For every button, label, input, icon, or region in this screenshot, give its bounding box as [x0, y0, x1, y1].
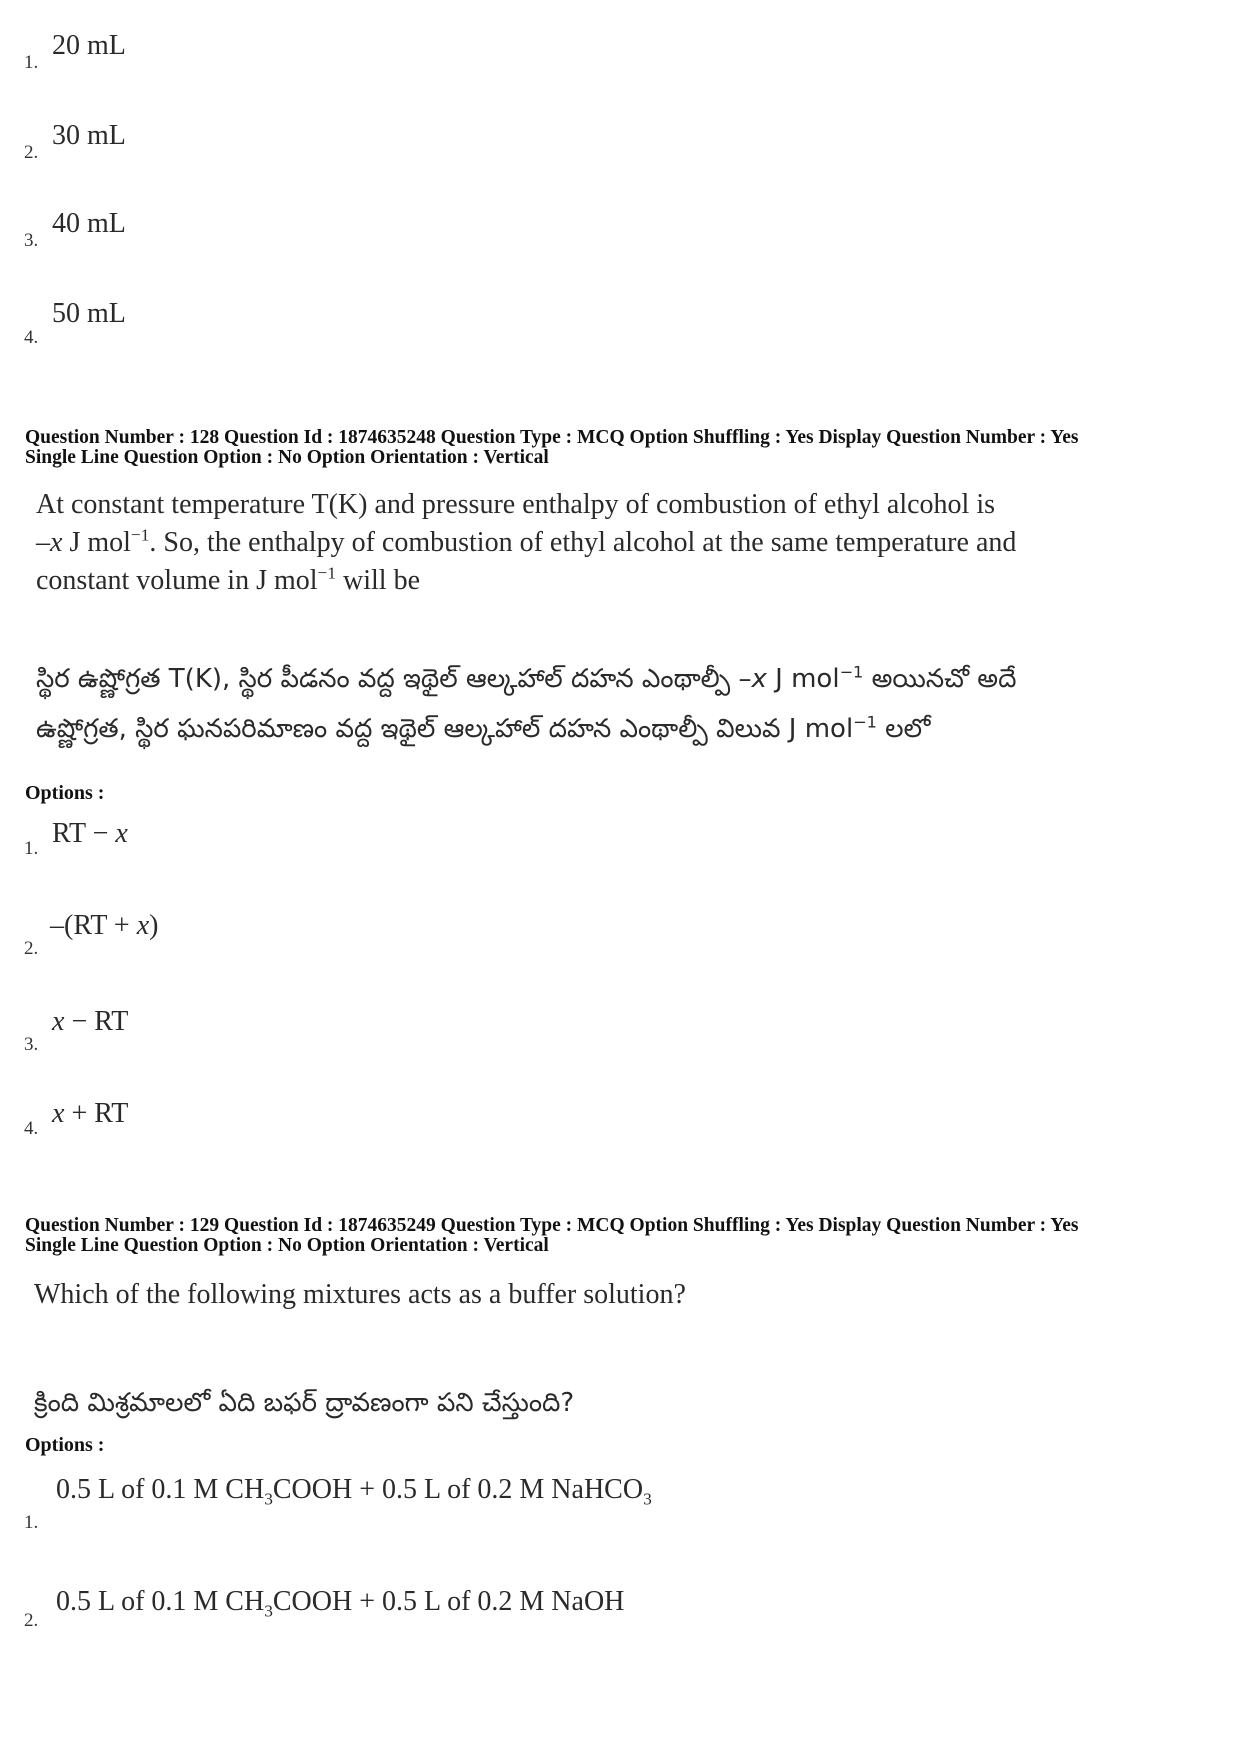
- option-number: 1.: [24, 838, 39, 859]
- question-129-text-en: Which of the following mixtures acts as a buffer solution?: [34, 1279, 686, 1310]
- question-line: ఉష్ణోగ్రత, స్థిర ఘనపరిమాణం వద్ద ఇథైల్ ఆల్కహాల్ దహన ఎంథాల్పీ విలువ J mol$^{-1}$ లలో: [36, 712, 931, 744]
- option-number: 3.: [24, 1034, 39, 1055]
- question-meta-line-2: Single Line Question Option : No Option Orientation : Vertical: [25, 1235, 549, 1256]
- options-label: Options :: [25, 782, 105, 804]
- option-text: –(RT + x): [50, 910, 159, 941]
- option-text: 40 mL: [52, 208, 126, 239]
- option-text: RT − x: [52, 818, 128, 849]
- question-line: –x J mol$^{-1}$. So, the enthalpy of combustion of ethyl alcohol at the same temperature and: [36, 525, 1017, 558]
- option-text: x + RT: [52, 1098, 129, 1129]
- option-text: 30 mL: [52, 120, 126, 151]
- option-text: 0.5 L of 0.1 M $CH_3COOH + 0.5$ L of 0.2 M NaHCO$_3$: [56, 1474, 652, 1509]
- question-128-meta: [25, 428, 1078, 468]
- option-number: 3.: [24, 230, 39, 251]
- options-label: Options :: [25, 1434, 105, 1456]
- question-129-meta: [25, 1216, 1078, 1256]
- question-129-text-te: క్రింది మిశ్రమాలలో ఏది బఫర్ ద్రావణంగా పని చేస్తుంది?: [34, 1388, 575, 1418]
- option-number: 1.: [24, 1512, 39, 1533]
- question-line: constant volume in J mol$^{-1}$ will be: [36, 563, 421, 596]
- option-number: 2.: [24, 938, 39, 959]
- option-text: x − RT: [52, 1006, 129, 1037]
- question-line: At constant temperature T(K) and pressure enthalpy of combustion of ethyl alcohol is: [36, 489, 995, 520]
- option-number: 1.: [24, 52, 39, 73]
- question-meta-line-1: Question Number : 128 Question Id : 1874635248 Question Type : MCQ Option Shuffling : Yes Display Question Number : Yes: [25, 427, 1079, 448]
- option-number: 4.: [24, 327, 39, 348]
- question-meta-line-2: Single Line Question Option : No Option Orientation : Vertical: [25, 447, 549, 468]
- option-text: 0.5 L of 0.1 M $CH_3COOH + 0.5$ L of 0.2 M NaOH: [56, 1586, 625, 1621]
- option-number: 4.: [24, 1118, 39, 1139]
- question-128-text-en: [36, 486, 1016, 600]
- option-text: 20 mL: [52, 30, 126, 61]
- option-number: 2.: [24, 1610, 39, 1631]
- question-line: స్థిర ఉష్ణోగ్రత T(K), స్థిర పీడనం వద్ద ఇథైల్ ఆల్కహాల్ దహన ఎంథాల్పీ –x J mol$^{-1}$ అయినచో అదే: [36, 662, 1017, 694]
- option-number: 2.: [24, 142, 39, 163]
- option-text: 50 mL: [52, 298, 126, 329]
- question-meta-line-1: Question Number : 129 Question Id : 1874635249 Question Type : MCQ Option Shuffling : Yes Display Question Number : Yes: [25, 1215, 1079, 1236]
- question-128-text-te: [36, 654, 1016, 754]
